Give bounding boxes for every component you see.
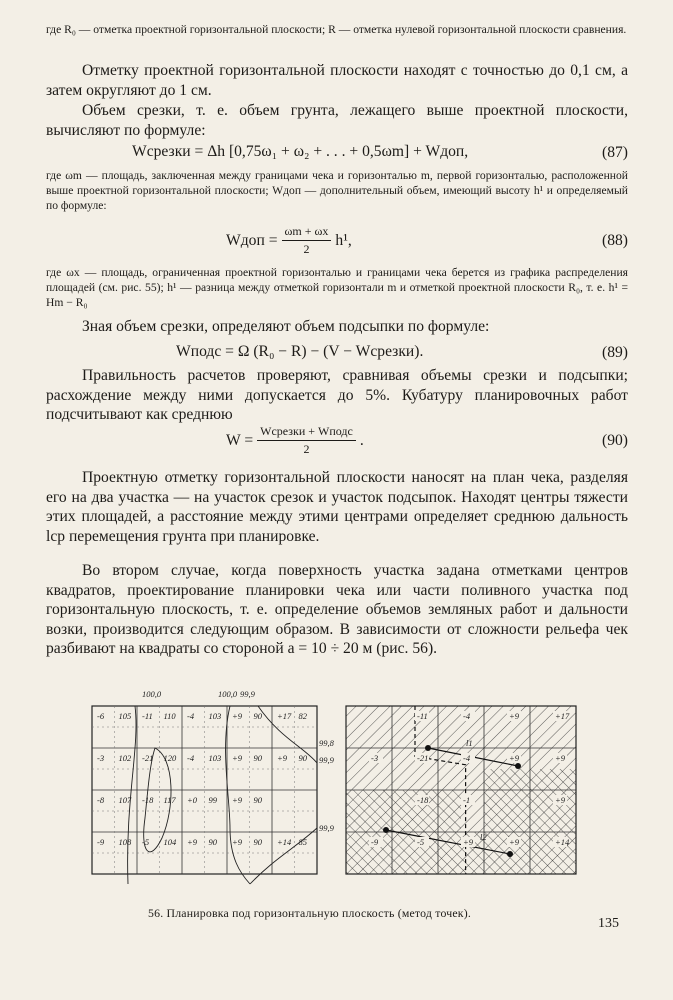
page-number: 135 bbox=[598, 916, 619, 931]
cell-elevation: 103 bbox=[208, 711, 222, 721]
formula-87-number: (87) bbox=[602, 144, 628, 161]
contour-label-top: 100,0 bbox=[142, 689, 162, 699]
cell-elevation: 120 bbox=[163, 753, 177, 763]
cell-elevation: -11 bbox=[142, 711, 153, 721]
formula-90-right: . bbox=[359, 431, 364, 449]
formula-87 bbox=[46, 138, 628, 168]
formula-89-number: (89) bbox=[602, 344, 628, 361]
cell-elevation-diff: -3 bbox=[371, 753, 379, 763]
cell-elevation: 85 bbox=[298, 837, 307, 847]
formula-89-body: Wподс = Ω (R₀ − R) − (V − Wсрезки). bbox=[176, 343, 424, 360]
cell-elevation: 90 bbox=[253, 711, 262, 721]
intro-footnote: где R₀ — отметка проектной горизонтальной плоскости; R — отметка нулевой горизонтальной плоскости сравнения. bbox=[46, 23, 627, 36]
centroid-point bbox=[507, 851, 513, 857]
formula-88-left: Wдоп = bbox=[226, 231, 278, 249]
cell-elevation: 90 bbox=[253, 837, 262, 847]
cell-elevation: 104 bbox=[163, 837, 177, 847]
formula-90-denominator: 2 bbox=[303, 442, 310, 456]
formula-88-right: h¹, bbox=[335, 231, 352, 249]
cell-elevation: 99 bbox=[208, 795, 217, 805]
cell-elevation: 107 bbox=[118, 795, 132, 805]
formula-88-number: (88) bbox=[602, 232, 628, 249]
cell-elevation: +0 bbox=[187, 795, 197, 805]
cell-elevation: +9 bbox=[277, 753, 287, 763]
cell-elevation: 105 bbox=[118, 711, 132, 721]
cell-elevation: 108 bbox=[118, 837, 132, 847]
cell-elevation-diff: +9 bbox=[555, 795, 565, 805]
paragraph-omega-x: где ωx — площадь, ограниченная проектной горизонталью и границами чека берется из графика распределения площадей (см. рис. 55); h¹ — разница между отметкой горизонтали m и отметкой проектной плоскости R₀, т. е. h¹ = Hm − R₀ bbox=[46, 266, 628, 309]
paragraph-verification: Правильность расчетов проверяют, сравнивая объемы срезки и подсыпки; расхождение между ними допускается до 5%. Кубатуру планировочных работ подсчитывают как среднюю bbox=[46, 367, 628, 424]
cell-elevation-diff: -4 bbox=[463, 753, 471, 763]
cell-elevation: -9 bbox=[97, 837, 105, 847]
cell-elevation: -4 bbox=[187, 711, 195, 721]
cell-elevation-diff: +9 bbox=[509, 837, 519, 847]
contour-label-side: 99,9 bbox=[319, 755, 334, 765]
cell-elevation-diff: +9 bbox=[463, 837, 473, 847]
contour-label-top: 99,9 bbox=[240, 689, 255, 699]
cell-elevation: 103 bbox=[208, 753, 222, 763]
paragraph-cut-volume: Объем срезки, т. е. объем грунта, лежащего выше проектной плоскости, вычисляют по формуле: bbox=[46, 102, 628, 139]
centroid-point bbox=[425, 745, 431, 751]
cell-elevation: -18 bbox=[142, 795, 154, 805]
formula-87-body: Wсрезки = Δh [0,75ω₁ + ω₂ + . . . + 0,5ωm] + Wдоп, bbox=[132, 143, 469, 160]
cell-elevation: 90 bbox=[253, 753, 262, 763]
cell-elevation: +14 bbox=[277, 837, 292, 847]
cell-elevation: +9 bbox=[187, 837, 197, 847]
cell-elevation-diff: -18 bbox=[417, 795, 429, 805]
cell-elevation: 82 bbox=[298, 711, 307, 721]
cell-elevation-diff: -9 bbox=[371, 837, 379, 847]
cell-elevation-diff: +17 bbox=[555, 711, 570, 721]
contour-label-side: 99,9 bbox=[319, 823, 334, 833]
cell-elevation: -3 bbox=[97, 753, 105, 763]
cell-elevation-diff: +9 bbox=[555, 753, 565, 763]
cell-elevation: 117 bbox=[163, 795, 176, 805]
cell-elevation-diff: +14 bbox=[555, 837, 570, 847]
cell-elevation: 90 bbox=[208, 837, 217, 847]
formula-88-denominator: 2 bbox=[303, 242, 310, 256]
figure-56-left-plan bbox=[80, 688, 334, 883]
paragraph-rounding: Отметку проектной горизонтальной плоскости находят с точностью до 0,1 см, а затем округляют до 1 см. bbox=[46, 62, 628, 99]
cell-elevation: -8 bbox=[97, 795, 105, 805]
cell-elevation: -21 bbox=[142, 753, 154, 763]
cell-elevation: +9 bbox=[232, 837, 242, 847]
figure-56-right-plan bbox=[340, 688, 582, 883]
cell-elevation-diff: -21 bbox=[417, 753, 429, 763]
formula-90-number: (90) bbox=[602, 432, 628, 449]
formula-90 bbox=[46, 424, 628, 464]
cell-elevation: -6 bbox=[97, 711, 105, 721]
centroid-point bbox=[515, 763, 521, 769]
haul-length-label: l1 bbox=[466, 738, 473, 748]
centroid-point bbox=[383, 827, 389, 833]
contour-label-top: 100,0 bbox=[218, 689, 238, 699]
formula-90-numerator: Wсрезки + Wподс bbox=[257, 424, 356, 441]
cell-elevation-diff: -11 bbox=[417, 711, 428, 721]
paragraph-omega-m: где ωm — площадь, заключенная между границами чека и горизонталью m, первой горизонталью, расположенной выше проектной горизонтальной плоскости; Wдоп — дополнительный объем, имеющий высоту h¹ и определяемый по формуле: bbox=[46, 169, 628, 212]
cell-elevation: +17 bbox=[277, 711, 292, 721]
cell-elevation: +9 bbox=[232, 795, 242, 805]
cell-elevation: 90 bbox=[298, 753, 307, 763]
haul-length-label: l2 bbox=[480, 832, 487, 842]
cell-elevation-diff: +9 bbox=[509, 753, 519, 763]
cell-elevation: -4 bbox=[187, 753, 195, 763]
cell-elevation: 102 bbox=[118, 753, 132, 763]
cell-elevation-diff: +9 bbox=[509, 711, 519, 721]
paragraph-fill-volume: Зная объем срезки, определяют объем подсыпки по формуле: bbox=[82, 318, 490, 335]
paragraph-project-mark: Проектную отметку горизонтальной плоскости наносят на план чека, разделяя его на два участка — на участок срезок и участок подсыпок. Находят центры тяжести этих площадей, а расстояние между этими центрами определяет среднюю дальность lср перемещения грунта при планировке. bbox=[46, 469, 628, 545]
formula-88 bbox=[46, 224, 628, 264]
formula-89 bbox=[46, 338, 628, 368]
cell-elevation: 90 bbox=[253, 795, 262, 805]
paragraph-second-case: Во втором случае, когда поверхность участка задана отметками центров квадратов, проектирование планировки чека или части поливного участка под горизонтальную плоскость, т. е. определение объемов земляных работ и дальности возки, производится следующим образом. В зависимости от сложности рельефа чек разбивают на квадраты со стороной a = 10 ÷ 20 м (рис. 56). bbox=[46, 562, 628, 658]
cell-elevation: 110 bbox=[163, 711, 176, 721]
cell-elevation: +9 bbox=[232, 711, 242, 721]
contour-label-side: 99,8 bbox=[319, 738, 334, 748]
figure-caption: 56. Планировка под горизонтальную плоскость (метод точек). bbox=[148, 906, 472, 920]
formula-90-left: W = bbox=[226, 431, 254, 449]
cell-elevation-diff: -1 bbox=[463, 795, 471, 805]
cell-elevation: +9 bbox=[232, 753, 242, 763]
formula-88-numerator: ωm + ωx bbox=[282, 224, 332, 241]
cell-elevation: -5 bbox=[142, 837, 150, 847]
cell-elevation-diff: -4 bbox=[463, 711, 471, 721]
cell-elevation-diff: -5 bbox=[417, 837, 425, 847]
